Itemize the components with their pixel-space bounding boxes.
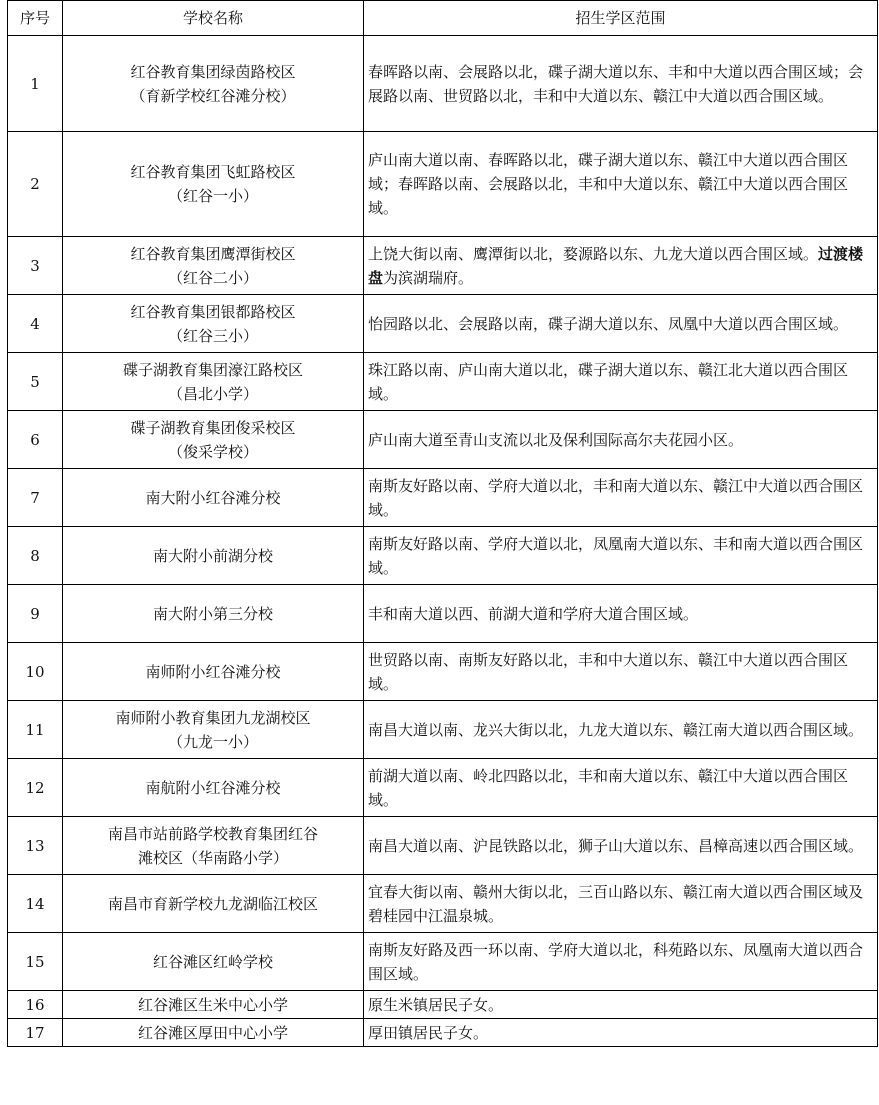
school-name: 红谷教育集团鹰潭街校区 — [130, 244, 296, 263]
school-name: 南大附小前湖分校 — [152, 546, 273, 565]
row-index: 13 — [8, 817, 63, 875]
school-name-cell — [63, 585, 364, 643]
school-alias: （红谷二小） — [167, 268, 258, 287]
school-name-cell — [63, 991, 364, 1019]
row-index: 7 — [8, 469, 63, 527]
school-name: 红谷教育集团飞虹路校区 — [130, 163, 296, 181]
school-name-cell — [63, 295, 364, 353]
school-name-cell — [63, 1019, 364, 1047]
row-index: 9 — [8, 585, 63, 643]
school-name: 南大附小红谷滩分校 — [145, 488, 281, 507]
enrollment-area: 南昌大道以南、龙兴大街以北，九龙大道以东、赣江南大道以西合围区域。 — [364, 701, 878, 759]
table-row — [8, 132, 878, 237]
enrollment-area: 丰和南大道以西、前湖大道和学府大道合围区域。 — [364, 585, 878, 643]
row-index: 4 — [8, 295, 63, 353]
enrollment-area: 南昌大道以南、沪昆铁路以北，狮子山大道以东、昌樟高速以西合围区域。 — [364, 817, 878, 875]
table-row — [8, 1019, 878, 1047]
row-index: 6 — [8, 411, 63, 469]
school-name: 南师附小红谷滩分校 — [145, 662, 281, 681]
school-name-cell — [63, 527, 364, 585]
school-name-cell — [63, 237, 364, 295]
table-row — [8, 933, 878, 991]
enrollment-area: 南斯友好路以南、学府大道以北，丰和南大道以东、赣江中大道以西合围区域。 — [364, 469, 878, 527]
school-name: 红谷滩区生米中心小学 — [137, 995, 288, 1014]
school-name-cell — [63, 933, 364, 991]
enrollment-area: 庐山南大道至青山支流以北及保利国际高尔夫花园小区。 — [364, 411, 878, 469]
table-row — [8, 643, 878, 701]
enrollment-area: 世贸路以南、南斯友好路以北，丰和中大道以东、赣江中大道以西合围区域。 — [364, 643, 878, 701]
row-index: 16 — [8, 991, 63, 1019]
table-row — [8, 237, 878, 295]
enrollment-area: 南斯友好路及西一环以南、学府大道以北，科苑路以东、凤凰南大道以西合围区域。 — [364, 933, 878, 991]
school-alias: （红谷三小） — [167, 326, 258, 345]
table-row — [8, 585, 878, 643]
row-index: 3 — [8, 237, 63, 295]
school-name: 南昌市站前路学校教育集团红谷 — [107, 824, 318, 843]
table-header-row — [8, 1, 878, 36]
area-text-end: 为滨湖瑞府。 — [383, 268, 474, 287]
enrollment-area: 前湖大道以南、岭北四路以北，丰和南大道以东、赣江中大道以西合围区域。 — [364, 759, 878, 817]
school-name-cell — [63, 875, 364, 933]
header-school-name: 学校名称 — [63, 1, 364, 36]
school-name-cell — [63, 353, 364, 411]
school-alias: （昌北小学） — [167, 384, 258, 403]
enrollment-area: 怡园路以北、会展路以南，碟子湖大道以东、凤凰中大道以西合围区域。 — [364, 295, 878, 353]
school-name: 红谷滩区厚田中心小学 — [137, 1023, 288, 1042]
enrollment-area: 南斯友好路以南、学府大道以北，凤凰南大道以东、丰和南大道以西合围区域。 — [364, 527, 878, 585]
enrollment-area: 春晖路以南、会展路以北，碟子湖大道以东、丰和中大道以西合围区域；会展路以南、世贸路以北，丰和中大道以东、赣江中大道以西合围区域。 — [364, 36, 878, 132]
table-row — [8, 875, 878, 933]
school-alias: （红谷一小） — [167, 187, 258, 205]
school-name-cell — [63, 469, 364, 527]
row-index: 14 — [8, 875, 63, 933]
table-row — [8, 295, 878, 353]
row-index: 12 — [8, 759, 63, 817]
school-name: 南大附小第三分校 — [152, 604, 273, 623]
header-index: 序号 — [8, 1, 63, 36]
table-row — [8, 469, 878, 527]
row-index: 17 — [8, 1019, 63, 1047]
school-name-cell — [63, 759, 364, 817]
school-name-cell — [63, 36, 364, 132]
area-text: 上饶大街以南、鹰潭街以北，婺源路以东、九龙大道以西合围区域。 — [368, 244, 819, 263]
enrollment-area: 珠江路以南、庐山南大道以北，碟子湖大道以东、赣江北大道以西合围区域。 — [364, 353, 878, 411]
school-alias: （九龙一小） — [167, 732, 258, 751]
school-name: 红谷滩区红岭学校 — [152, 952, 273, 971]
school-name: 南师附小教育集团九龙湖校区 — [115, 708, 311, 727]
row-index: 10 — [8, 643, 63, 701]
school-name: 南昌市育新学校九龙湖临江校区 — [107, 894, 318, 913]
table-row — [8, 527, 878, 585]
school-name-cell — [63, 643, 364, 701]
school-name: 南航附小红谷滩分校 — [145, 778, 281, 797]
transition-estate-label: 过渡楼盘 — [368, 244, 864, 287]
table-row — [8, 353, 878, 411]
row-index: 11 — [8, 701, 63, 759]
row-index: 2 — [8, 132, 63, 237]
table-row — [8, 817, 878, 875]
enrollment-area — [364, 237, 878, 295]
enrollment-area: 原生米镇居民子女。 — [364, 991, 878, 1019]
school-name-cell — [63, 701, 364, 759]
row-index: 15 — [8, 933, 63, 991]
table-row — [8, 701, 878, 759]
header-enrollment-area: 招生学区范围 — [364, 1, 878, 36]
enrollment-table — [7, 0, 878, 1047]
school-alias: （育新学校红谷滩分校） — [130, 86, 296, 105]
row-index: 5 — [8, 353, 63, 411]
school-name: 红谷教育集团绿茵路校区 — [130, 62, 296, 81]
school-name-cell — [63, 132, 364, 237]
school-name-cell — [63, 817, 364, 875]
school-name: 碟子湖教育集团濠江路校区 — [122, 360, 303, 379]
table-row — [8, 411, 878, 469]
school-name: 红谷教育集团银都路校区 — [130, 302, 296, 321]
enrollment-area: 宜春大街以南、赣州大街以北，三百山路以东、赣江南大道以西合围区域及碧桂园中江温泉城。 — [364, 875, 878, 933]
enrollment-area: 庐山南大道以南、春晖路以北，碟子湖大道以东、赣江中大道以西合围区域；春晖路以南、会展路以北，丰和中大道以东、赣江中大道以西合围区域。 — [364, 132, 878, 237]
row-index: 1 — [8, 36, 63, 132]
table-row — [8, 759, 878, 817]
school-name-cell — [63, 411, 364, 469]
school-name: 碟子湖教育集团俊采校区 — [130, 418, 296, 437]
row-index: 8 — [8, 527, 63, 585]
school-alias: （俊采学校） — [167, 442, 258, 461]
enrollment-area: 厚田镇居民子女。 — [364, 1019, 878, 1047]
table-row — [8, 36, 878, 132]
table-row — [8, 991, 878, 1019]
school-alias: 滩校区（华南路小学） — [137, 848, 288, 867]
